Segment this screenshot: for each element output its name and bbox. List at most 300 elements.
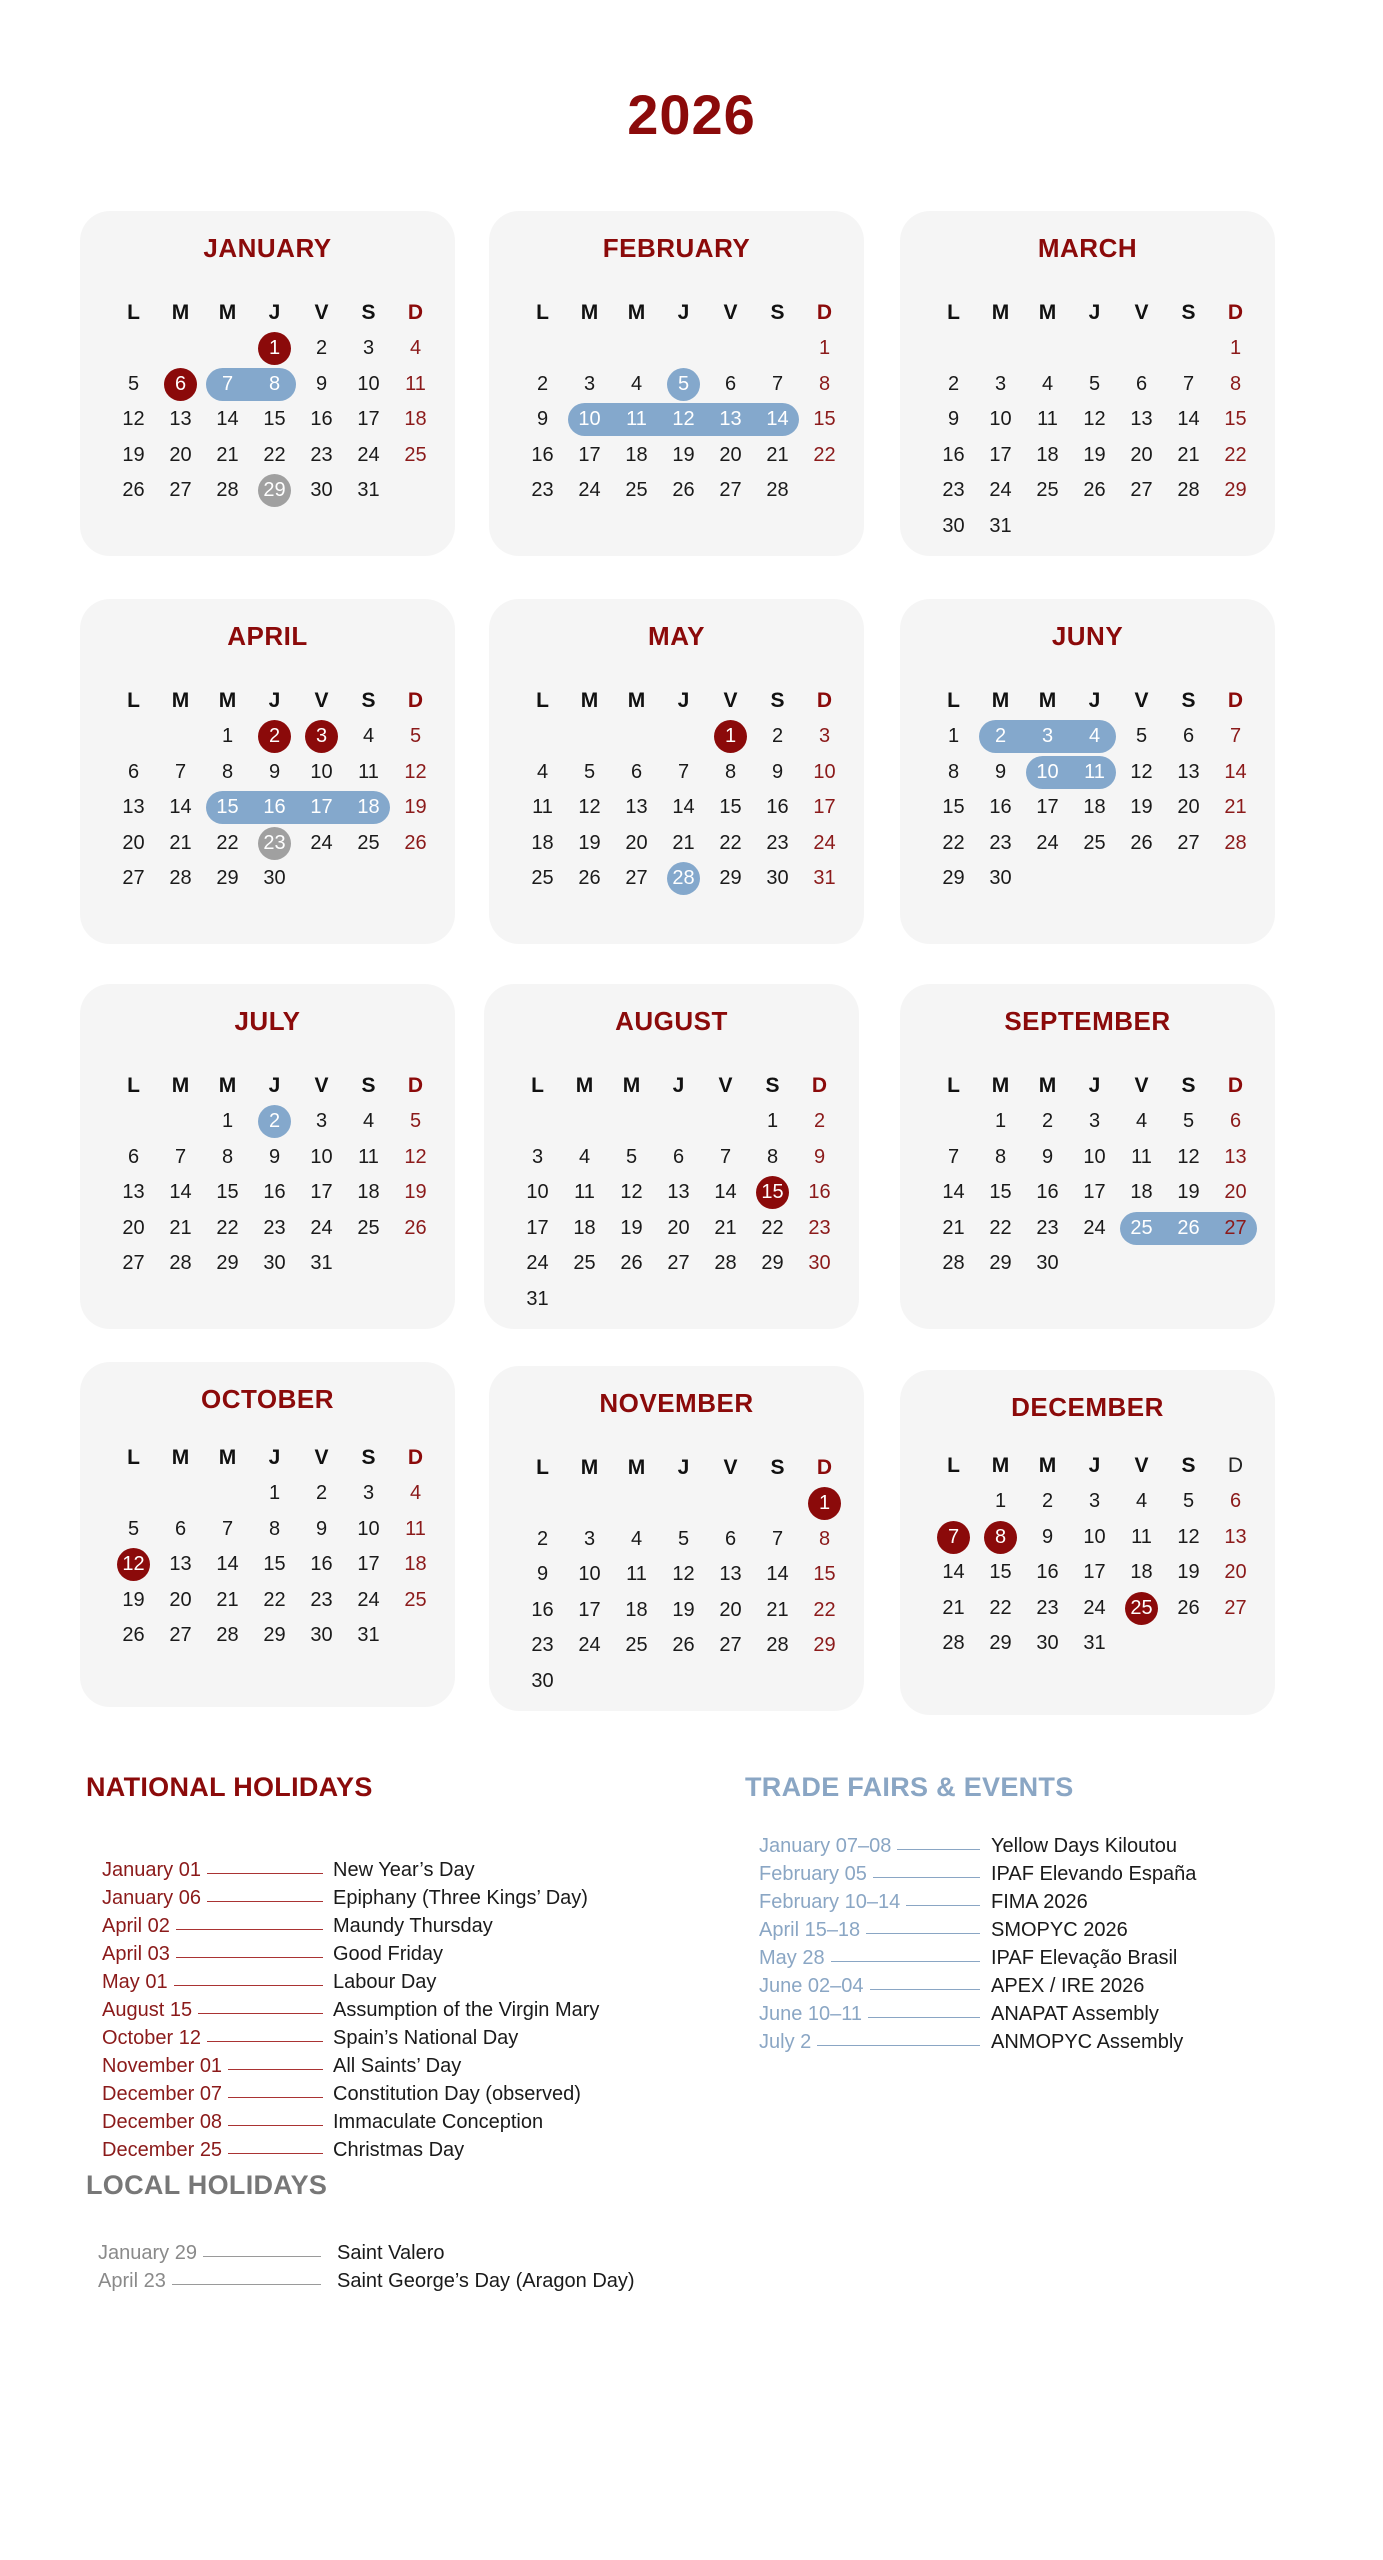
empty-cell [749, 1282, 796, 1318]
day-cell: 13 [1224, 1525, 1247, 1548]
empty-cell [1024, 331, 1071, 367]
day-cell: 26 [578, 867, 601, 889]
day-cell: 29 [251, 473, 298, 509]
day-cell: 21 [1224, 796, 1247, 818]
day-cell: 24 [357, 443, 380, 466]
day-cell: 2 [315, 1482, 328, 1504]
weekday-header: V [314, 301, 329, 324]
week-row [930, 1555, 1259, 1591]
empty-cell [345, 861, 392, 897]
empty-cell [1118, 331, 1165, 367]
week-row [930, 473, 1259, 509]
week-row [930, 1104, 1259, 1140]
day-cell: 18 [1130, 1181, 1153, 1203]
week-row [930, 1520, 1259, 1556]
day-cell: 3 [583, 372, 596, 395]
day-cell: 16 [1036, 1561, 1059, 1583]
month-card-april [80, 599, 455, 944]
day-cell: 5 [583, 760, 596, 783]
day-cell: 1 [221, 1110, 234, 1132]
day-cell: 13 [1177, 760, 1200, 783]
day-cell: 12 [404, 760, 427, 783]
empty-cell [204, 331, 251, 367]
legend-entry [86, 1940, 686, 1968]
day-cell: 23 [310, 443, 333, 466]
entry-name: IPAF Elevando España [991, 1863, 1197, 1885]
weekday-header: D [816, 689, 833, 712]
empty-cell [345, 1246, 392, 1282]
day-cell: 6 [127, 760, 140, 783]
week-row [110, 331, 439, 367]
day-cell: 21 [766, 1598, 789, 1621]
empty-cell [298, 861, 345, 897]
day-cell: 20 [1177, 796, 1200, 818]
day-cell: 16 [263, 1181, 286, 1203]
legend-entry [745, 1832, 1345, 1860]
day-cell: 3 [531, 1145, 544, 1168]
day-cell: 22 [1224, 443, 1247, 466]
weekday-header: V [723, 301, 738, 324]
month-card-january [80, 211, 455, 556]
day-cell: 21 [942, 1216, 965, 1239]
day-cell: 2 [315, 337, 328, 359]
day-cell: 19 [1083, 443, 1106, 466]
empty-cell [707, 1664, 754, 1700]
entry-date: April 03 [102, 1943, 170, 1965]
weekday-header: J [672, 1074, 685, 1097]
month-days-grid [930, 295, 1259, 544]
empty-cell [519, 719, 566, 755]
day-cell: 22 [813, 443, 836, 466]
day-cell: 29 [813, 1634, 836, 1656]
legend-entry [745, 1888, 1345, 1916]
local-holidays-section [86, 2170, 706, 2330]
day-cell: 27 [719, 1634, 742, 1656]
day-cell: 17 [310, 1181, 333, 1203]
day-cell: 30 [1036, 1632, 1059, 1654]
legend-entry [86, 1968, 686, 1996]
day-cell: 8 [818, 372, 831, 395]
day-cell: 3 [1088, 1490, 1101, 1512]
day-cell: 10 [989, 408, 1012, 430]
day-cell: 19 [620, 1216, 643, 1239]
empty-cell [1165, 1246, 1212, 1282]
week-row [514, 1211, 843, 1247]
leader-line [228, 2125, 323, 2126]
week-row [519, 1522, 848, 1558]
day-cell: 29 [989, 1632, 1012, 1654]
empty-cell [930, 1484, 977, 1520]
day-cell: 26 [404, 1216, 427, 1239]
day-cell: 6 [630, 760, 643, 783]
weekday-header: D [1227, 1454, 1244, 1477]
legend-entry [745, 1944, 1345, 1972]
day-cell: 15 [719, 796, 742, 818]
day-cell: 28 [942, 1252, 965, 1274]
day-cell: 21 [216, 443, 239, 466]
day-cell: 29 [216, 1252, 239, 1274]
entry-name: ANAPAT Assembly [991, 2003, 1159, 2025]
month-title: FEBRUARY [602, 233, 751, 263]
entry-name: Christmas Day [333, 2139, 465, 2161]
day-cell: 29 [719, 867, 742, 889]
day-cell: 14 [942, 1561, 965, 1583]
day-cell: 24 [1083, 1216, 1106, 1239]
day-cell: 14 [216, 408, 239, 430]
day-cell: 1 [707, 719, 754, 755]
weekday-header: J [1088, 301, 1101, 324]
weekday-header: M [1038, 1074, 1057, 1097]
day-cell: 14 [169, 1181, 192, 1203]
empty-cell [1212, 1626, 1259, 1662]
day-cell: 30 [531, 1669, 554, 1692]
day-cell: 13 [169, 1553, 192, 1575]
leader-line [176, 1957, 323, 1958]
day-cell: 18 [625, 1598, 648, 1621]
day-cell: 19 [1130, 796, 1153, 818]
month-title: SEPTEMBER [1004, 1006, 1171, 1036]
day-cell: 28 [169, 867, 192, 889]
day-cell: 7 [771, 1527, 784, 1550]
day-cell: 26 [672, 479, 695, 501]
empty-cell [566, 1664, 613, 1700]
day-cell: 22 [813, 1598, 836, 1621]
day-cell: 21 [169, 831, 192, 854]
entry-name: New Year’s Day [333, 1859, 475, 1881]
entry-date: June 10–11 [759, 2003, 863, 2025]
day-cell: 17 [578, 1598, 601, 1621]
week-row [110, 402, 439, 438]
weekday-header: D [407, 301, 424, 324]
day-cell: 20 [122, 1216, 145, 1239]
week-row [519, 367, 848, 403]
day-cell: 17 [357, 1553, 380, 1575]
week-row [930, 755, 1259, 791]
day-cell: 19 [404, 796, 427, 818]
day-cell: 21 [714, 1216, 737, 1239]
day-cell: 12 [672, 1563, 695, 1585]
month-days-grid [110, 683, 439, 897]
leader-line [228, 2069, 323, 2070]
day-cell: 25 [1130, 1216, 1153, 1239]
week-row [930, 1246, 1259, 1282]
weekday-header-row [110, 683, 439, 719]
month-days-grid [930, 683, 1259, 897]
entry-name: Maundy Thursday [333, 1915, 493, 1937]
day-cell: 19 [578, 831, 601, 854]
day-cell: 31 [357, 479, 380, 501]
leader-line [174, 1985, 323, 1986]
legend-entry [86, 2108, 686, 2136]
day-cell: 6 [127, 1145, 140, 1168]
day-cell: 2 [1041, 1490, 1054, 1512]
day-cell: 24 [989, 479, 1012, 501]
day-cell: 8 [268, 1517, 281, 1540]
day-cell: 28 [216, 1624, 239, 1646]
legend-entry [86, 2024, 686, 2052]
day-cell: 21 [672, 831, 695, 854]
leader-line [897, 1849, 980, 1850]
empty-cell [608, 1104, 655, 1140]
day-cell: 10 [357, 372, 380, 395]
empty-cell [977, 331, 1024, 367]
day-cell: 15 [813, 408, 836, 430]
day-cell: 19 [672, 1598, 695, 1621]
day-cell: 3 [994, 372, 1007, 395]
empty-cell [608, 1282, 655, 1318]
week-row [519, 790, 848, 826]
day-cell: 9 [994, 760, 1007, 783]
day-cell: 5 [1135, 725, 1148, 747]
day-cell: 20 [169, 443, 192, 466]
weekday-header: J [268, 1074, 281, 1097]
day-cell: 1 [994, 1110, 1007, 1132]
day-cell: 7 [174, 760, 187, 783]
day-cell: 12 [620, 1181, 643, 1203]
day-cell: 23 [263, 1216, 286, 1239]
day-cell: 10 [578, 408, 601, 430]
empty-cell [1212, 861, 1259, 897]
day-cell: 10 [1083, 1525, 1106, 1548]
empty-cell [392, 1246, 439, 1282]
empty-cell [613, 719, 660, 755]
day-cell: 9 [1041, 1525, 1054, 1548]
day-cell: 13 [1130, 408, 1153, 430]
day-cell: 6 [724, 1527, 737, 1550]
day-cell: 3 [1088, 1110, 1101, 1132]
day-cell: 9 [268, 760, 281, 783]
day-cell: 23 [310, 1588, 333, 1611]
legend-entry [86, 2136, 686, 2164]
weekday-header: L [947, 1454, 960, 1477]
day-cell: 17 [310, 796, 333, 818]
legend-entry [86, 2239, 686, 2267]
empty-cell [1118, 509, 1165, 545]
day-cell: 3 [818, 725, 831, 747]
day-cell: 23 [1036, 1216, 1059, 1239]
leader-line [172, 2284, 321, 2285]
day-cell: 24 [310, 831, 333, 854]
day-cell: 19 [1177, 1561, 1200, 1583]
day-cell: 17 [526, 1216, 549, 1239]
day-cell: 26 [620, 1252, 643, 1274]
weekday-header: V [1134, 1454, 1149, 1477]
week-row [110, 719, 439, 755]
empty-cell [1118, 1626, 1165, 1662]
day-cell: 10 [310, 1145, 333, 1168]
day-cell: 16 [1036, 1181, 1059, 1203]
day-cell: 20 [1130, 443, 1153, 466]
day-cell: 22 [989, 1596, 1012, 1619]
weekday-header: M [991, 1454, 1010, 1477]
day-cell: 27 [1224, 1596, 1247, 1619]
empty-cell [566, 331, 613, 367]
weekday-header: J [1088, 1074, 1101, 1097]
leader-line [873, 1877, 980, 1878]
day-cell: 1 [947, 725, 960, 747]
month-days-grid [930, 1068, 1259, 1282]
day-cell: 18 [357, 796, 380, 818]
day-cell: 14 [672, 796, 695, 818]
day-cell: 14 [942, 1181, 965, 1203]
weekday-header: D [816, 301, 833, 324]
week-row [519, 1628, 848, 1664]
day-cell: 22 [216, 831, 239, 854]
weekday-header-row [519, 683, 848, 719]
day-cell: 13 [169, 408, 192, 430]
day-cell: 8 [724, 760, 737, 783]
trade-fairs-section [745, 1772, 1345, 2072]
entry-date: December 25 [102, 2139, 223, 2161]
day-cell: 17 [813, 796, 836, 818]
day-cell: 9 [315, 1517, 328, 1540]
day-cell: 15 [1224, 408, 1247, 430]
month-days-grid [930, 1448, 1259, 1662]
month-title: AUGUST [615, 1006, 728, 1036]
day-cell: 2 [1041, 1110, 1054, 1132]
day-cell: 10 [357, 1517, 380, 1540]
day-cell: 25 [404, 1588, 427, 1611]
empty-cell [110, 1104, 157, 1140]
empty-cell [1024, 861, 1071, 897]
week-row [930, 1211, 1259, 1247]
empty-cell [1071, 861, 1118, 897]
empty-cell [392, 473, 439, 509]
weekday-header: S [770, 1456, 785, 1479]
month-title: OCTOBER [200, 1384, 335, 1414]
weekday-header: S [1181, 1454, 1196, 1477]
day-cell: 23 [989, 831, 1012, 854]
day-cell: 2 [771, 725, 784, 747]
weekday-header: M [218, 689, 237, 712]
week-row [930, 367, 1259, 403]
leader-line [866, 1933, 980, 1934]
weekday-header: D [811, 1074, 828, 1097]
month-card-august [484, 984, 859, 1329]
week-row [930, 1626, 1259, 1662]
empty-cell [1118, 861, 1165, 897]
day-cell: 26 [1083, 479, 1106, 501]
day-cell: 9 [1041, 1145, 1054, 1168]
entry-name: Good Friday [333, 1943, 444, 1965]
week-row [110, 1175, 439, 1211]
weekday-header: D [1227, 301, 1244, 324]
week-row [930, 1484, 1259, 1520]
day-cell: 25 [531, 867, 554, 889]
day-cell: 5 [1182, 1490, 1195, 1512]
empty-cell [707, 331, 754, 367]
weekday-header: J [268, 301, 281, 324]
weekday-header: M [627, 689, 646, 712]
weekday-header: J [1088, 1454, 1101, 1477]
day-cell: 6 [672, 1145, 685, 1168]
month-days-grid [110, 1440, 439, 1654]
day-cell: 5 [409, 725, 422, 747]
day-cell: 11 [1037, 408, 1058, 430]
month-title: DECEMBER [1011, 1392, 1164, 1422]
leader-line [207, 1873, 323, 1874]
day-cell: 25 [357, 831, 380, 854]
leader-line [831, 1961, 980, 1962]
entry-date: January 06 [102, 1887, 201, 1909]
day-cell: 12 [122, 408, 145, 430]
day-cell: 15 [216, 796, 239, 818]
day-cell: 30 [766, 867, 789, 889]
day-cell: 8 [221, 760, 234, 783]
weekday-header: M [218, 301, 237, 324]
week-row [930, 1175, 1259, 1211]
day-cell: 17 [1036, 796, 1059, 818]
empty-cell [157, 719, 204, 755]
week-row [110, 438, 439, 474]
day-cell: 2 [947, 372, 960, 395]
day-cell: 26 [122, 479, 145, 501]
day-cell: 16 [310, 408, 333, 430]
day-cell: 26 [122, 1624, 145, 1646]
day-cell: 14 [216, 1553, 239, 1575]
entry-date: January 07–08 [759, 1835, 892, 1857]
day-cell: 16 [766, 796, 789, 818]
month-days-grid [519, 295, 848, 509]
weekday-header: V [723, 1456, 738, 1479]
day-cell: 22 [989, 1216, 1012, 1239]
weekday-header: V [723, 689, 738, 712]
weekday-header: M [991, 1074, 1010, 1097]
day-cell: 19 [1177, 1181, 1200, 1203]
legend-entry [86, 1912, 686, 1940]
day-cell: 7 [174, 1145, 187, 1168]
day-cell: 24 [578, 479, 601, 501]
weekday-header-row [930, 1448, 1259, 1484]
week-row [930, 719, 1259, 755]
day-cell: 12 [672, 408, 695, 430]
day-cell: 6 [1229, 1490, 1242, 1512]
day-cell: 6 [157, 367, 204, 403]
weekday-header: M [580, 689, 599, 712]
day-cell: 17 [1083, 1181, 1106, 1203]
day-cell: 30 [263, 1252, 286, 1274]
empty-cell [754, 1486, 801, 1522]
day-cell: 29 [761, 1252, 784, 1274]
day-cell: 18 [1130, 1561, 1153, 1583]
entry-name: SMOPYC 2026 [991, 1919, 1128, 1941]
day-cell: 12 [1177, 1145, 1200, 1168]
weekday-header: D [407, 1074, 424, 1097]
day-cell: 12 [1130, 760, 1153, 783]
day-cell: 16 [310, 1553, 333, 1575]
day-cell: 18 [1083, 796, 1106, 818]
day-cell: 21 [942, 1596, 965, 1619]
weekday-header-row [110, 1440, 439, 1476]
day-cell: 12 [578, 796, 601, 818]
day-cell: 10 [310, 760, 333, 783]
day-cell: 31 [526, 1287, 549, 1310]
day-cell: 31 [989, 514, 1012, 537]
empty-cell [514, 1104, 561, 1140]
weekday-header: M [171, 1446, 190, 1469]
weekday-header: M [575, 1074, 594, 1097]
day-cell: 18 [625, 443, 648, 466]
empty-cell [110, 1476, 157, 1512]
week-row [519, 719, 848, 755]
day-cell: 28 [766, 1634, 789, 1656]
leader-line [207, 2041, 323, 2042]
day-cell: 5 [1182, 1110, 1195, 1132]
day-cell: 1 [221, 725, 234, 747]
leader-line [228, 2153, 323, 2154]
day-cell: 7 [677, 760, 690, 783]
month-title: MARCH [1037, 233, 1138, 263]
